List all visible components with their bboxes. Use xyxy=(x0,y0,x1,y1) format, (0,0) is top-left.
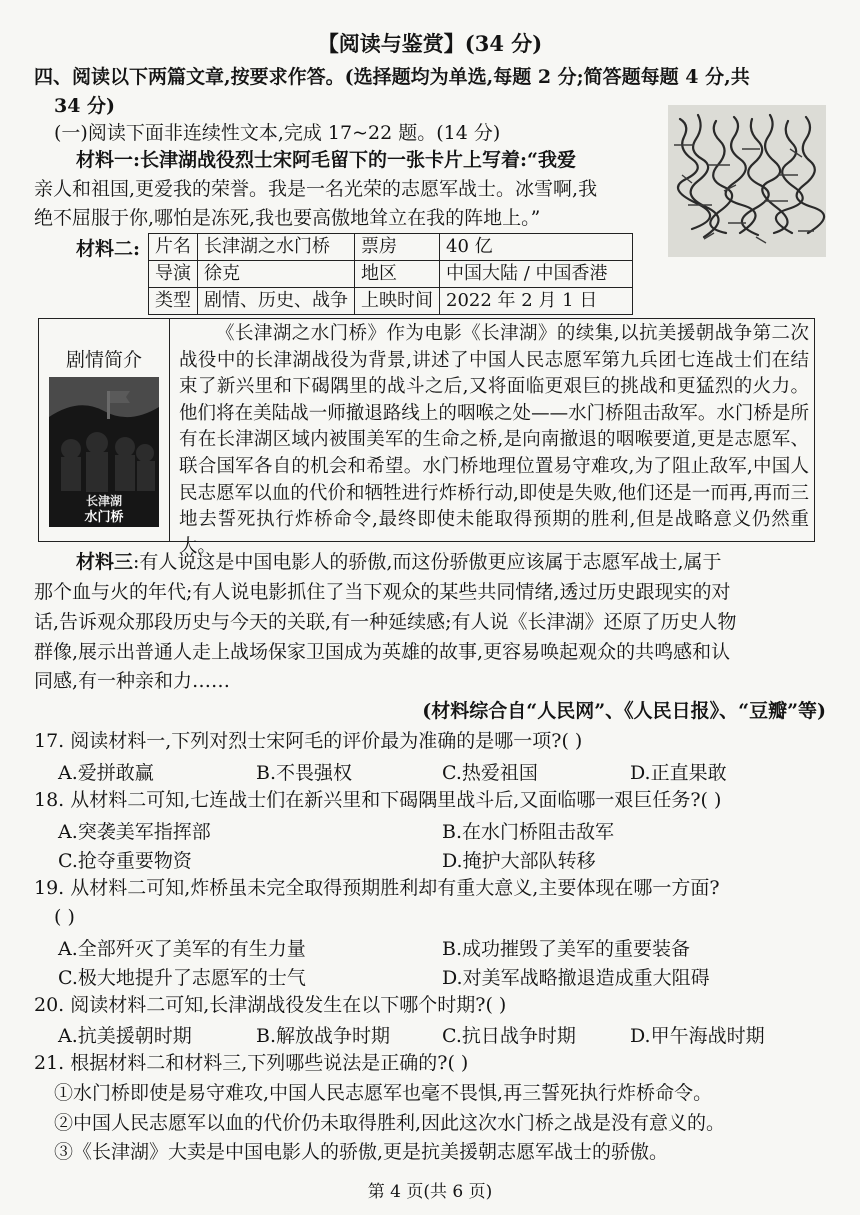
q21-statement-1: ①水门桥即使是易守难攻,中国人民志愿军也毫不畏惧,再三誓死执行炸桥命令。 xyxy=(54,1082,713,1104)
table-row xyxy=(149,234,633,261)
film-info-table xyxy=(148,233,633,315)
table-cell: 导演 xyxy=(149,261,198,288)
q20-option-a[interactable]: A.抗美援朝时期 xyxy=(58,1025,192,1047)
question-21-stem: 21. 根据材料二和材料三,下列哪些说法是正确的?( ) xyxy=(34,1052,469,1074)
material3-label: 材料三 xyxy=(76,551,134,573)
q18-option-d[interactable]: D.掩护大部队转移 xyxy=(442,850,596,872)
synopsis-box xyxy=(38,318,815,557)
material2-label: 材料二: xyxy=(76,238,141,260)
table-cell: 徐克 xyxy=(198,261,355,288)
material3-line1 xyxy=(76,548,722,576)
table-cell: 40 亿 xyxy=(440,234,633,261)
q17-option-a[interactable]: A.爱拼敢赢 xyxy=(58,762,154,784)
movie-poster-image xyxy=(49,377,159,527)
page-footer: 第 4 页(共 6 页) xyxy=(367,1182,493,1202)
material3-line2: 那个血与火的年代;有人说电影抓住了当下观众的某些共同情绪,透过历史跟现实的对 xyxy=(34,581,731,603)
synopsis-sidebar xyxy=(39,319,170,541)
table-cell: 上映时间 xyxy=(355,288,440,315)
synopsis-text xyxy=(179,321,809,560)
q20-option-b[interactable]: B.解放战争时期 xyxy=(256,1025,391,1047)
part4-instruction-line2: 34 分) xyxy=(54,95,116,117)
table-cell: 长津湖之水门桥 xyxy=(198,234,355,261)
q19-option-c[interactable]: C.极大地提升了志愿军的士气 xyxy=(58,967,306,989)
q18-option-b[interactable]: B.在水门桥阻击敌军 xyxy=(442,821,615,843)
material3-line1-text: :有人说这是中国电影人的骄傲,而这份骄傲更应该属于志愿军战士,属于 xyxy=(133,551,722,573)
poster-subtitle: 水门桥 xyxy=(84,510,124,525)
poster-art xyxy=(49,377,159,527)
question-19-stem: 19. 从材料二可知,炸桥虽未完全取得预期胜利却有重大意义,主要体现在哪一方面? xyxy=(34,877,720,899)
q19-option-b[interactable]: B.成功摧毁了美军的重要装备 xyxy=(442,938,691,960)
table-cell: 地区 xyxy=(355,261,440,288)
poster-title: 长津湖 xyxy=(85,494,123,508)
question-20-stem: 20. 阅读材料二可知,长津湖战役发生在以下哪个时期?( ) xyxy=(34,994,507,1016)
question-19-answer-paren: ( ) xyxy=(54,906,75,928)
q20-option-d[interactable]: D.甲午海战时期 xyxy=(630,1025,765,1047)
q19-option-a[interactable]: A.全部歼灭了美军的有生力量 xyxy=(58,938,306,960)
q18-option-a[interactable]: A.突袭美军指挥部 xyxy=(58,821,211,843)
q19-option-d[interactable]: D.对美军战略撤退造成重大阻碍 xyxy=(442,967,710,989)
synopsis-paragraph: 《长津湖之水门桥》作为电影《长津湖》的续集,以抗美援朝战争第二次战役中的长津湖战役为背景,讲述了中国人民志愿军第九兵团七连战士们在结束了新兴里和下碣隅里的战斗之后,又将面临更艰巨的挑战和更猛烈的火力。他们将在美陆战一师撤退路线上的咽喉之处——水门桥阻击敌军。水门桥是所有在长津湖区域内被围美军的生命之桥,是向南撤退的咽喉要道,更是志愿军、联合国军各自的机会和希望。水门桥地理位置易守难攻,为了阻止敌军,中国人民志愿军以血的代价和牺牲进行炸桥行动,即使是失败,他们还是一而再,再而三地去誓死执行炸桥命令,最终即使未能取得预期的胜利,但是战略意义仍然重大。 xyxy=(179,323,809,557)
material3-line4: 群像,展示出普通人走上战场保家卫国成为英雄的故事,更容易唤起观众的共鸣感和认 xyxy=(34,641,731,663)
table-cell: 剧情、历史、战争 xyxy=(198,288,355,315)
card-photo-image xyxy=(668,105,826,257)
q17-option-b[interactable]: B.不畏强权 xyxy=(256,762,353,784)
card-photo xyxy=(668,105,826,257)
table-cell: 2022 年 2 月 1 日 xyxy=(440,288,633,315)
source-note: (材料综合自“人民网”、《人民日报》、“豆瓣”等) xyxy=(422,700,826,722)
table-row xyxy=(149,261,633,288)
table-cell: 片名 xyxy=(149,234,198,261)
subsection-title: (一)阅读下面非连续性文本,完成 17~22 题。(14 分) xyxy=(54,122,501,144)
table-cell: 票房 xyxy=(355,234,440,261)
q18-option-c[interactable]: C.抢夺重要物资 xyxy=(58,850,192,872)
synopsis-label: 剧情简介 xyxy=(65,349,142,371)
q21-statement-2: ②中国人民志愿军以血的代价仍未取得胜利,因此这次水门桥之战是没有意义的。 xyxy=(54,1112,726,1134)
table-cell: 类型 xyxy=(149,288,198,315)
q21-statement-3: ③《长津湖》大卖是中国电影人的骄傲,更是抗美援朝志愿军战士的骄傲。 xyxy=(54,1141,669,1163)
material1-line3: 绝不屈服于你,哪怕是冻死,我也要高傲地耸立在我的阵地上。” xyxy=(34,207,541,229)
q17-option-c[interactable]: C.热爱祖国 xyxy=(442,762,538,784)
material1-line2: 亲人和祖国,更爱我的荣誉。我是一名光荣的志愿军战士。冰雪啊,我 xyxy=(34,178,598,200)
table-cell: 中国大陆 / 中国香港 xyxy=(440,261,633,288)
material3-line3: 话,告诉观众那段历史与今天的关联,有一种延续感;有人说《长津湖》还原了历史人物 xyxy=(34,611,737,633)
material1-line1: 材料一:长津湖战役烈士宋阿毛留下的一张卡片上写着:“我爱 xyxy=(76,149,576,171)
q17-option-d[interactable]: D.正直果敢 xyxy=(630,762,727,784)
question-17-stem: 17. 阅读材料一,下列对烈士宋阿毛的评价最为准确的是哪一项?( ) xyxy=(34,730,583,752)
part4-instruction-line1: 四、阅读以下两篇文章,按要求作答。(选择题均为单选,每题 2 分;简答题每题 4 分,共 xyxy=(34,66,750,88)
section-title: 【阅读与鉴赏】(34 分) xyxy=(317,31,543,56)
q20-option-c[interactable]: C.抗日战争时期 xyxy=(442,1025,576,1047)
question-18-stem: 18. 从材料二可知,七连战士们在新兴里和下碣隅里战斗后,又面临哪一艰巨任务?( ) xyxy=(34,789,722,811)
material3-line5: 同感,有一种亲和力…… xyxy=(34,670,231,692)
table-row xyxy=(149,288,633,315)
